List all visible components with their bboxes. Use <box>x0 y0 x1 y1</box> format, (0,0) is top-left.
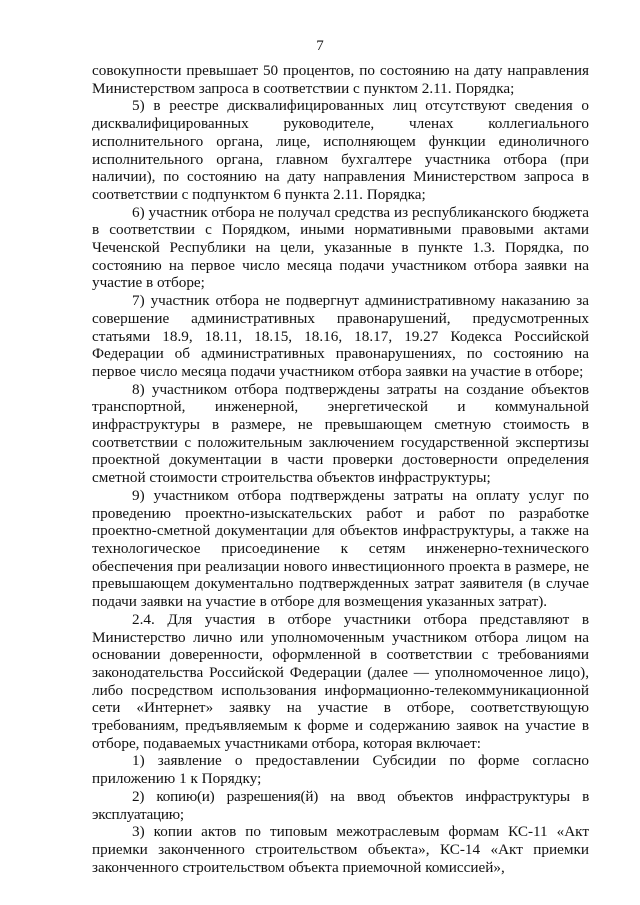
paragraph-item-5: 5) в реестре дисквалифицированных лиц отсутствуют сведения о дисквалифицированных руководителе, членах коллегиального исполнительного органа, лице, исполняющем функции единоличного исполнительного органа, главном бухгалтере участника отбора (при наличии), по состоянию на дату направления Министерством запроса в соответствии с подпунктом 6 пункта 2.11. Порядка; <box>92 97 589 203</box>
paragraph-list-item-3: 3) копии актов по типовым межотраслевым формам КС-11 «Акт приемки законченного строительством объекта», КС-14 «Акт приемки законченного строительством объекта приемочной комиссией», <box>92 823 589 876</box>
paragraph-item-6: 6) участник отбора не получал средства из республиканского бюджета в соответствии с Порядком, иными нормативными правовыми актами Чеченской Республики на цели, указанные в пункте 1.3. Порядка, по состоянию на первое число месяца подачи участником отбора заявки на участие в отборе; <box>92 203 589 292</box>
paragraph-section-2-4: 2.4. Для участия в отборе участники отбора представляют в Министерство лично или уполномоченным участником отбора лицом на основании доверенности, оформленной в соответствии с требованиями законодательства Российской Федерации (далее — уполномоченное лицо), либо посредством использования информационно-телекоммуникационной сети «Интернет» заявку на участие в отборе, соответствующую требованиям, предъявляемым к форме и содержанию заявок на участие в отборе, подаваемых участниками отбора, которая включает: <box>92 610 589 752</box>
paragraph-list-item-1: 1) заявление о предоставлении Субсидии по форме согласно приложению 1 к Порядку; <box>92 752 589 788</box>
paragraph-item-9: 9) участником отбора подтверждены затраты на оплату услуг по проведению проектно-изыскательских работ и работ по разработке проектно-сметной документации для объектов инфраструктуры, а также на технологическое присоединение к сетям инженерно-технического обеспечения при реализации нового инвестиционного проекта в размере, не превышающем документально подтвержденных затрат заявителя (в случае подачи заявки на участие в отборе для возмещения указанных затрат). <box>92 486 589 611</box>
document-body <box>92 62 589 876</box>
paragraph-item-8: 8) участником отбора подтверждены затраты на создание объектов транспортной, инженерной, энергетической и коммунальной инфраструктуры в размере, не превышающем сметную стоимость в соответствии с положительным заключением государственной экспертизы проектной документации в части проверки достоверности определения сметной стоимости строительства объектов инфраструктуры; <box>92 380 589 487</box>
paragraph-item-7: 7) участник отбора не подвергнут административному наказанию за совершение административных правонарушений, предусмотренных статьями 18.9, 18.11, 18.15, 18.16, 18.17, 19.27 Кодекса Российской Федерации об административных правонарушениях, по состоянию на первое число месяца подачи участником отбора заявки на участие в отборе; <box>92 292 589 380</box>
paragraph-continuation: совокупности превышает 50 процентов, по состоянию на дату направления Министерством запроса в соответствии с пунктом 2.11. Порядка; <box>92 62 589 97</box>
page-number: 7 <box>316 38 324 54</box>
paragraph-list-item-2: 2) копию(и) разрешения(й) на ввод объектов инфраструктуры в эксплуатацию; <box>92 787 589 823</box>
